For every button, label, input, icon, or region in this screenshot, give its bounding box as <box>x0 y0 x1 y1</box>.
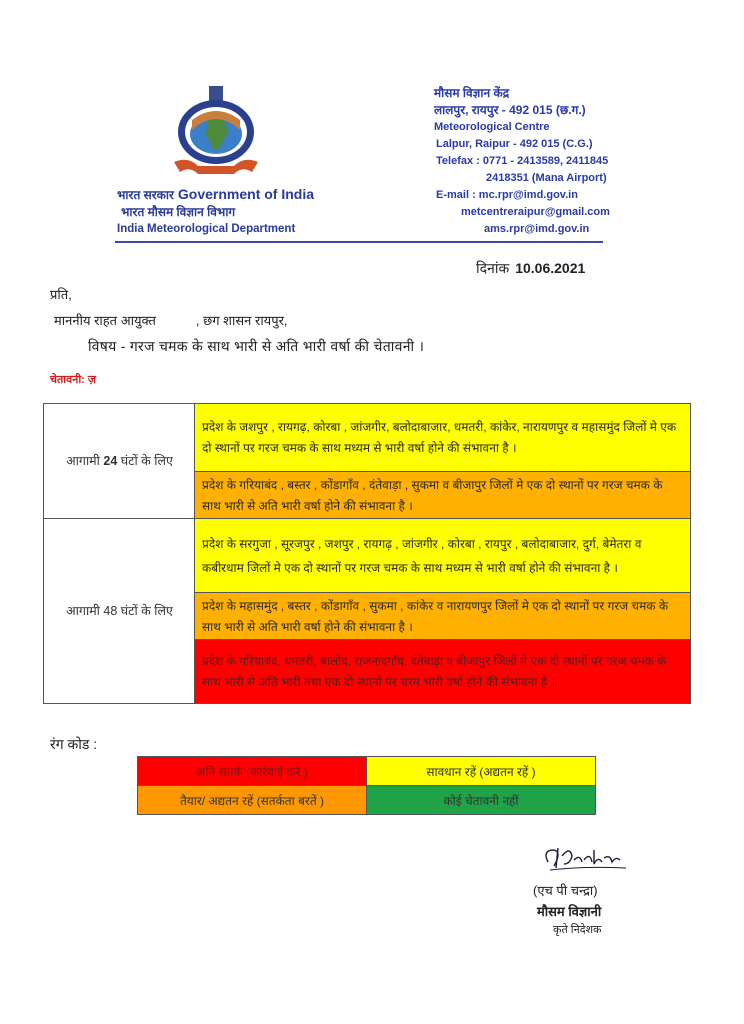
subject-line: विषय - गरज चमक के साथ भारी से अति भारी वर्षा की चेतावनी । <box>88 338 425 354</box>
code-yellow: सावधान रहें (अद्यतन रहें ) <box>367 757 596 786</box>
warning-cell-yellow: प्रदेश के सरगुजा , सूरजपुर , जशपुर , रायगढ़ , जांजगीर , कोरबा , रायपुर , बलोदाबाजार, दुर्ग, बेमेतरा व कबीरधाम जिलों मे एक दो स्थानों पर गरज चमक के साथ मध्यम से भारी वर्षा होने की संभावना है । <box>195 519 691 593</box>
code-orange: तैयार/ अद्यतन रहें (सतर्कता बरतें ) <box>138 786 367 815</box>
telefax-2: 2418351 (Mana Airport) <box>486 172 607 184</box>
gov-english: Government of India <box>177 186 315 202</box>
hours-24: 24 <box>103 454 118 468</box>
warning-cell-red: प्रदेश के गरियाबंद, धमतरी, बालोद, राजनांदगाँव, दंतेवाड़ा व बीजापुर जिलों मे एक दो स्थानों पर गरज चमक के साथ भारी से अति भारी तथा एक दो स्थानों पर चरम भारी वर्षा होने की संभावना है । <box>195 640 691 704</box>
dept-english: India Meteorological Department <box>117 223 296 235</box>
email-3[interactable]: ams.rpr@imd.gov.in <box>484 223 590 235</box>
signatory-on-behalf: कृते निदेशक <box>553 924 602 936</box>
addressee <box>54 311 288 329</box>
table-row <box>44 519 691 593</box>
code-red: अति सतर्क (कार्रवाई करे ) <box>138 757 367 786</box>
date-line <box>476 259 585 278</box>
centre-english: Meteorological Centre <box>434 121 550 133</box>
table-row <box>138 757 596 786</box>
period-48h: आगामी 48 घंटों के लिए <box>44 519 195 704</box>
letterhead-left <box>117 185 314 237</box>
address-hindi: लालपुर, रायपुर - 492 015 (छ.ग.) <box>434 103 586 117</box>
centre-hindi: मौसम विज्ञान केंद्र <box>434 86 510 100</box>
period-24h: आगामी 24 घंटों के लिए <box>44 404 195 519</box>
signatory-designation: मौसम विज्ञानी <box>537 904 602 919</box>
letterhead-divider <box>115 241 603 243</box>
date-value: 10.06.2021 <box>515 260 586 276</box>
address-english: Lalpur, Raipur - 492 015 (C.G.) <box>436 138 593 150</box>
addressee-office: , छग शासन रायपुर, <box>195 313 288 328</box>
table-row <box>44 404 691 472</box>
gov-hindi: भारत सरकार <box>117 188 174 202</box>
telefax: Telefax : 0771 - 2413589, 2411845 <box>436 155 609 167</box>
signature-image <box>540 842 630 876</box>
color-code-table <box>137 756 596 815</box>
dept-hindi: भारत मौसम विज्ञान विभाग <box>121 205 236 219</box>
table-row <box>138 786 596 815</box>
warning-cell-orange: प्रदेश के महासमुंद , बस्तर , कोंडागाँव , सुकमा , कांकेर व नारायणपुर जिलों मे एक दो स्थानों पर गरज चमक के साथ भारी से अति भारी वर्षा होने की संभावना है । <box>195 593 691 640</box>
imd-emblem-logo <box>168 86 264 182</box>
email-2[interactable]: metcentreraipur@gmail.com <box>461 206 610 218</box>
date-label: दिनांक <box>476 260 510 276</box>
to-line: प्रति, <box>50 287 72 302</box>
warning-table <box>43 403 691 704</box>
color-code-label: रंग कोड : <box>50 736 98 752</box>
warning-cell-orange: प्रदेश के गरियाबंद , बस्तर , कोंडागाँव , दंतेवाड़ा , सुकमा व बीजापुर जिलों मे एक दो स्थानों पर गरज चमक के साथ भारी से अति भारी वर्षा होने की संभावना है । <box>195 472 691 519</box>
email-1[interactable]: E-mail : mc.rpr@imd.gov.in <box>436 189 578 201</box>
addressee-title: माननीय राहत आयुक्त <box>54 313 156 328</box>
warning-cell-yellow: प्रदेश के जशपुर , रायगढ़, कोरबा , जांजगीर, बलोदाबाजार, धमतरी, कांकेर, नारायणपुर व महासमुंद जिलों मे एक दो स्थानों पर गरज चमक के साथ मध्यम से भारी वर्षा होने की संभावना है । <box>195 404 691 472</box>
warning-heading: चेतावनी: ज़ <box>50 374 97 386</box>
code-green: कोई चेतावनी नहीं <box>367 786 596 815</box>
letterhead-right <box>434 85 610 238</box>
signatory-name: (एच पी चन्द्रा) <box>533 883 598 898</box>
